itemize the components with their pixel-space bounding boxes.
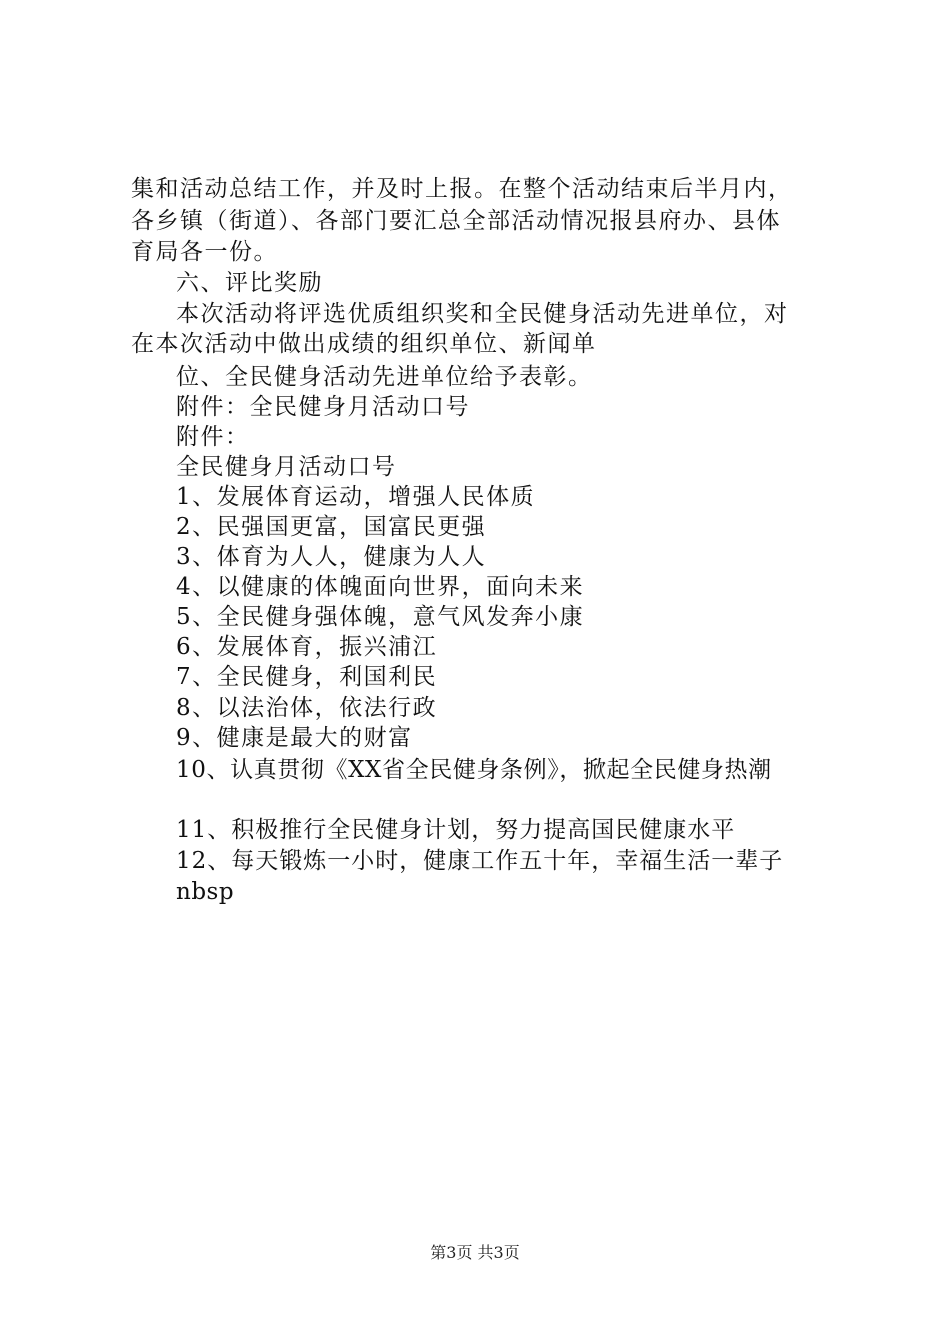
paragraph-line: 位、全民健身活动先进单位给予表彰。	[176, 364, 593, 390]
paragraph-line: 集和活动总结工作，并及时上报。在整个活动结束后半月内，	[131, 176, 793, 202]
slogan-item: 10、认真贯彻《XX省全民健身条例》，掀起全民健身热潮	[176, 757, 772, 783]
slogan-item: 1、发展体育运动，增强人民体质	[176, 484, 536, 510]
paragraph-line: 各乡镇（街道）、各部门要汇总全部活动情况报县府办、县体	[131, 208, 781, 234]
attachment-line: 附件：全民健身月活动口号	[176, 394, 470, 420]
slogan-item: 9、健康是最大的财富	[176, 725, 413, 751]
paragraph-line: 育局各一份。	[131, 239, 278, 265]
slogan-item: 8、以法治体，依法行政	[176, 695, 438, 721]
slogan-item: 7、全民健身，利国利民	[176, 664, 438, 690]
paragraph-line: 在本次活动中做出成绩的组织单位、新闻单	[131, 331, 597, 357]
section-heading: 六、评比奖励	[176, 270, 323, 296]
stray-text: nbsp	[176, 879, 235, 905]
slogan-item: 3、体育为人人，健康为人人	[176, 544, 487, 570]
slogan-item: 12、每天锻炼一小时，健康工作五十年，幸福生活一辈子	[176, 848, 784, 874]
page-number-footer: 第3页 共3页	[430, 1243, 520, 1262]
slogan-item: 11、积极推行全民健身计划，努力提高国民健康水平	[176, 817, 736, 843]
attachment-title: 全民健身月活动口号	[176, 454, 397, 480]
paragraph-line: 本次活动将评选优质组织奖和全民健身活动先进单位，对	[176, 301, 789, 327]
slogan-item: 5、全民健身强体魄，意气风发奔小康	[176, 604, 585, 630]
attachment-label: 附件：	[176, 424, 250, 450]
slogan-item: 4、以健康的体魄面向世界，面向未来	[176, 574, 585, 600]
slogan-item: 2、民强国更富，国富民更强	[176, 514, 487, 540]
slogan-item: 6、发展体育，振兴浦江	[176, 634, 438, 660]
